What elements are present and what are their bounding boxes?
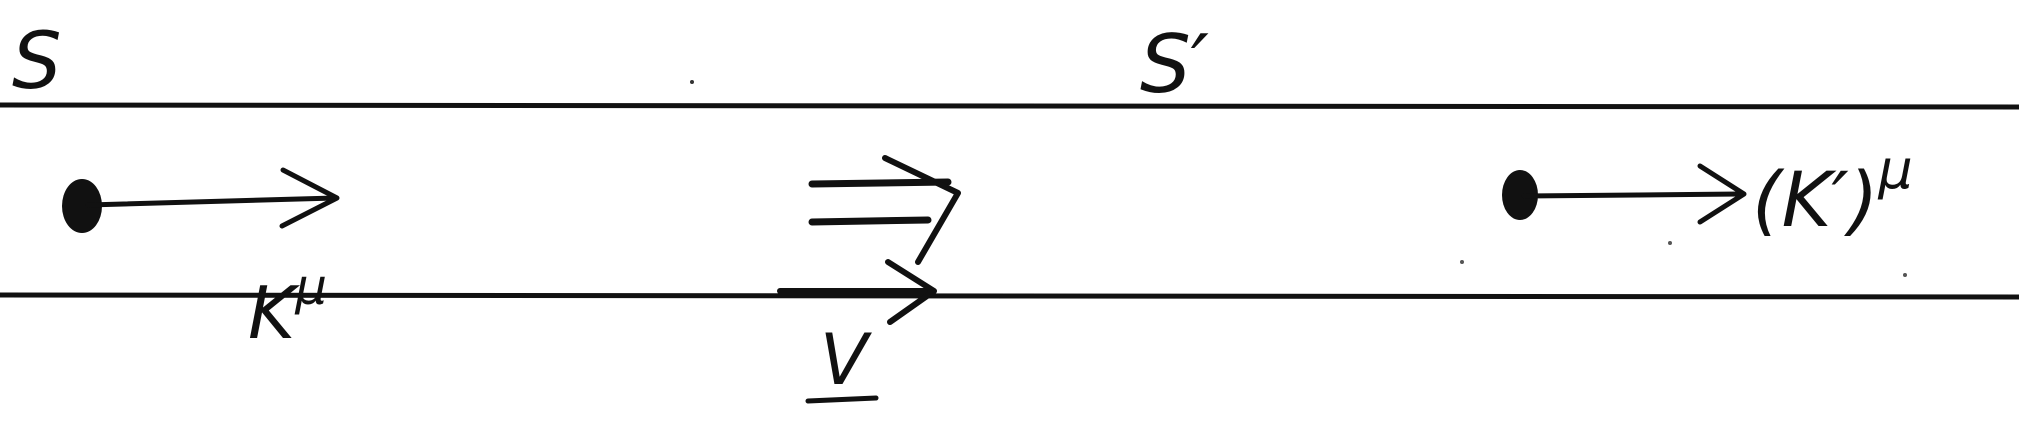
frame-label-s: S [12,17,62,107]
double-arrowhead [885,158,958,262]
momentum-label-k-prime-superscript: μ [1878,138,1913,201]
momentum-arrow-s-prime [1524,194,1740,196]
scan-speck [690,80,694,84]
top-line [0,105,2019,107]
momentum-arrow-s [88,198,335,205]
double-arrow-upper [812,182,948,184]
scan-speck [1460,260,1464,264]
momentum-label-k-prime-base: (K′) [1752,155,1879,244]
momentum-label-k [248,258,327,355]
momentum-label-k-prime [1752,138,1913,244]
velocity-label: V [820,319,868,401]
velocity-underline [808,398,876,401]
frame-label-s-prime: S′ [1140,18,1209,111]
scan-speck [1903,273,1907,277]
scan-speck [1668,241,1672,245]
double-arrow-lower [812,220,928,222]
momentum-label-k-superscript: μ [295,258,328,316]
momentum-label-k-base: K [248,271,296,355]
